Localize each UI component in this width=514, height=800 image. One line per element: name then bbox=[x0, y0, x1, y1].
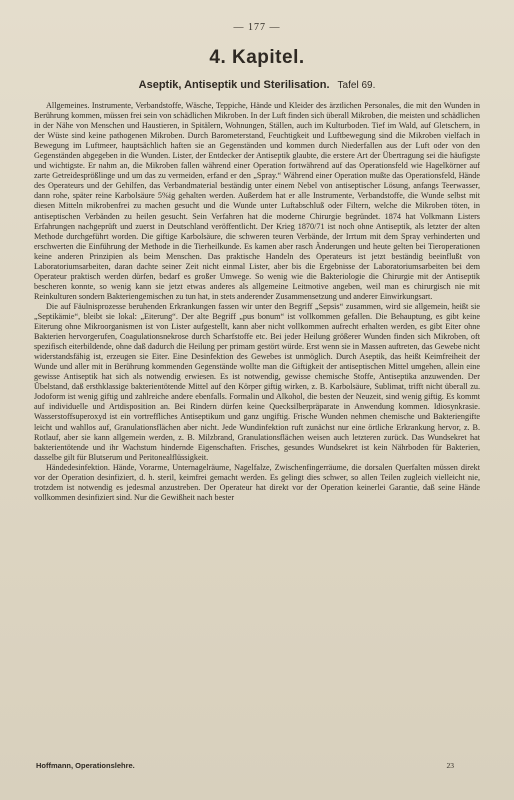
subtitle-text: Aseptik, Antiseptik und Sterilisation. bbox=[138, 79, 330, 91]
paragraph: Die auf Fäulnisprozesse beruhenden Erkrankungen fassen wir unter den Begriff „Sepsis“ zusammen, wird sie allgemein, heißt sie „Septikämie“, bleibt sie lokal: „Eiterung“. Der alte Begriff „pus bonum“ ist vollkommen gefallen. Die Behauptung, es gibt keine Eiterung ohne Mikroorganismen ist von Lister aufgestellt, kann aber nicht vollkommen aufrecht erhalten werden, es gibt Eiter ohne Bakterien hervorgerufen, Coagulationsnekrose durch Scharfstoffe etc. Bei jeder Heilung größerer Wunden finden sich Mikroben, oft spezifisch eiterbildende, ohne daß dadurch die Heilung per primam gestört würde. Erst wenn sie in Massen auftreten, das Gewebe nicht widerstandsfähig ist, erzeugen sie Eiter. Eine Desinfektion des Gewebes ist unmöglich. Durch Aseptik, das heißt Keimfreiheit der Wunde und aller mit in Berührung kommenden Gegenstände wollte man die Giftigkeit der antiseptischen Mittel umgehen, allein eine gewisse Antiseptik hat sich als notwendig erwiesen. Es ist notwendig, gewisse chemische Stoffe, Antiseptika anzuwenden. Der Übelstand, daß ersthklassige bakterientötende Mittel auf den Körper giftig wirken, z. B. Karbolsäure, Sublimat, trifft nicht überall zu. Jodoform ist wenig giftig und zahlreiche andere ebenfalls. Formalin und Alkohol, die besten der Neuzeit, sind wenig giftig. Es kommt auf individuelle und Artdisposition an. Bei Rindern dürfen keine Quecksilberpräparate in Anwendung kommen. Idiosynkrasie. Wasserstoffsuperoxyd ist ein vortreffliches Antiseptikum und ganz ungiftig. Frische Wunden nehmen chemische und Bakteriengifte leicht und wahllos auf, Granulationsflächen aber nicht. Jede Wundinfektion ruft zunächst nur eine örtliche Erkrankung hervor, z. B. Rotlauf, aber sie kann allgemein werden, z. B. Milzbrand, Granulationsflächen weisen auch letzteren zurück. Das Wundsekret hat bakterientötende und ihr Wachstum hindernde Eigenschaften. Frisches, gesundes Wundsekret ist kein Nährboden für Bakterien, dasselbe gilt für Blutserum und Peritonealflüssigkeit. bbox=[34, 301, 480, 462]
page-footer bbox=[36, 761, 454, 770]
body-text bbox=[34, 101, 480, 503]
chapter-title: 4. Kapitel. bbox=[209, 47, 305, 68]
plate-reference: Tafel 69. bbox=[337, 80, 376, 91]
paragraph: Händedesinfektion. Hände, Vorarme, Unternagelräume, Nagelfalze, Zwischenfingerräume, die dorsalen Querfalten müssen direkt vor der Operation desinfiziert, d. h. steril, keimfrei gemacht werden. Es gelingt dies schwer, so allen Teilen zugleich vielleicht nie, trotzdem ist notwendig es jedesmal anzustreben. Der Operateur hat direkt vor der Operation keinerlei Garantie, daß seine Hände vollkommen desinfiziert sind. Nur die Gewißheit nach bester bbox=[34, 462, 480, 502]
paragraph: Allgemeines. Instrumente, Verbandstoffe, Wäsche, Teppiche, Hände und Kleider des ärztlichen Personales, die mit den Wunden in Berührung kommen, müssen frei sein von schädlichen Mikroben. In der Luft finden sich überall Mikroben, die meisten und schädlichen in der Nähe von Menschen und Haustieren, in Spitälern, Wohnungen, Ställen, auch im Kulturboden. Tief im Wald, auf Gletschern, in der Wüste sind keine pathogenen Mikroben. Durch Barometerstand, Feuchtigkeit und Luftbewegung sind die Mikroben vielfach in Bewegung im Luftmeer, hauptsächlich haften sie an Gegenständen und kommen durch Niederfallen aus der Luft oder von den Gegenständen abgegeben in die Wunden. Lister, der Entdecker der Antiseptik glaubte, die erstere Art der Übertragung sei die häufigste und wichtigste. Er nahm an, die Mikroben fallen während einer Operation fortwährend auf das Operationsfeld wie Hagelkörner auf zarte Getreidesprößlinge und um das zu vermeiden, erfand er den „Spray.“ Während einer Operation mußte das Operationsfeld, Hände des Operateurs und der Gehilfen, das Verbandmaterial beständig unter einem Nebel von antiseptischer Lösung, anfangs Teerwasser, dann rohe, später reine Karbolsäure 5%ig gehalten werden. Außerdem hat er alle Instrumente, Verbandstoffe, die Wunde selbst mit diesen Mitteln mikrobenfrei zu machen gesucht und die Wunde unter Luftabschluß oder Filtern, welche die Mikroben töten, in antiseptischen Verbänden zu heilen gesucht. Sein Verfahren hat die moderne Chirurgie begründet. 1874 hat Volkmann Listers Erfahrungen nachgeprüft und zuerst in Deutschland veröffentlicht. Der Krieg 1870/71 ist noch ohne Antiseptik, als letzter der alten Methode durchgeführt worden. Die giftige Karbolsäure, die schweren teuren Verbände, der Irrtum mit dem Spray verhinderten und erschwerten die Einführung der Methode in die Tierheilkunde. Es kamen aber rasch Änderungen und heute gelten bei Tieroperationen keine anderen Prinzipien als beim Menschen. Das praktische Handeln des Operateurs ist jetzt beständig beeinflußt von Laboratoriumsarbeiten, daran dachte seiner Zeit nicht einmal Lister, aber bis die Ergebnisse der Laboratoriumsarbeiten bei dem Operateur praktisch werden dürfen, bedarf es großer Umwege. So wenig wie die Bakteriologie die Chirurgie mit der Antiseptik bescheren konnte, so wenig kann sie jetzt etwas anderes als allgemeine Leitmotive angeben, weil man es chirurgisch nie mit Reinkulturen sondern Bakteriengemischen zu tun hat, in stets anderender Zusammensetzung und anderer Einwirkungsart. bbox=[34, 101, 480, 301]
footer-book-title: Hoffmann, Operationslehre. bbox=[36, 761, 135, 770]
section-subtitle bbox=[34, 75, 480, 93]
footer-signature: 23 bbox=[446, 761, 454, 770]
page-number: — 177 — bbox=[233, 22, 281, 33]
